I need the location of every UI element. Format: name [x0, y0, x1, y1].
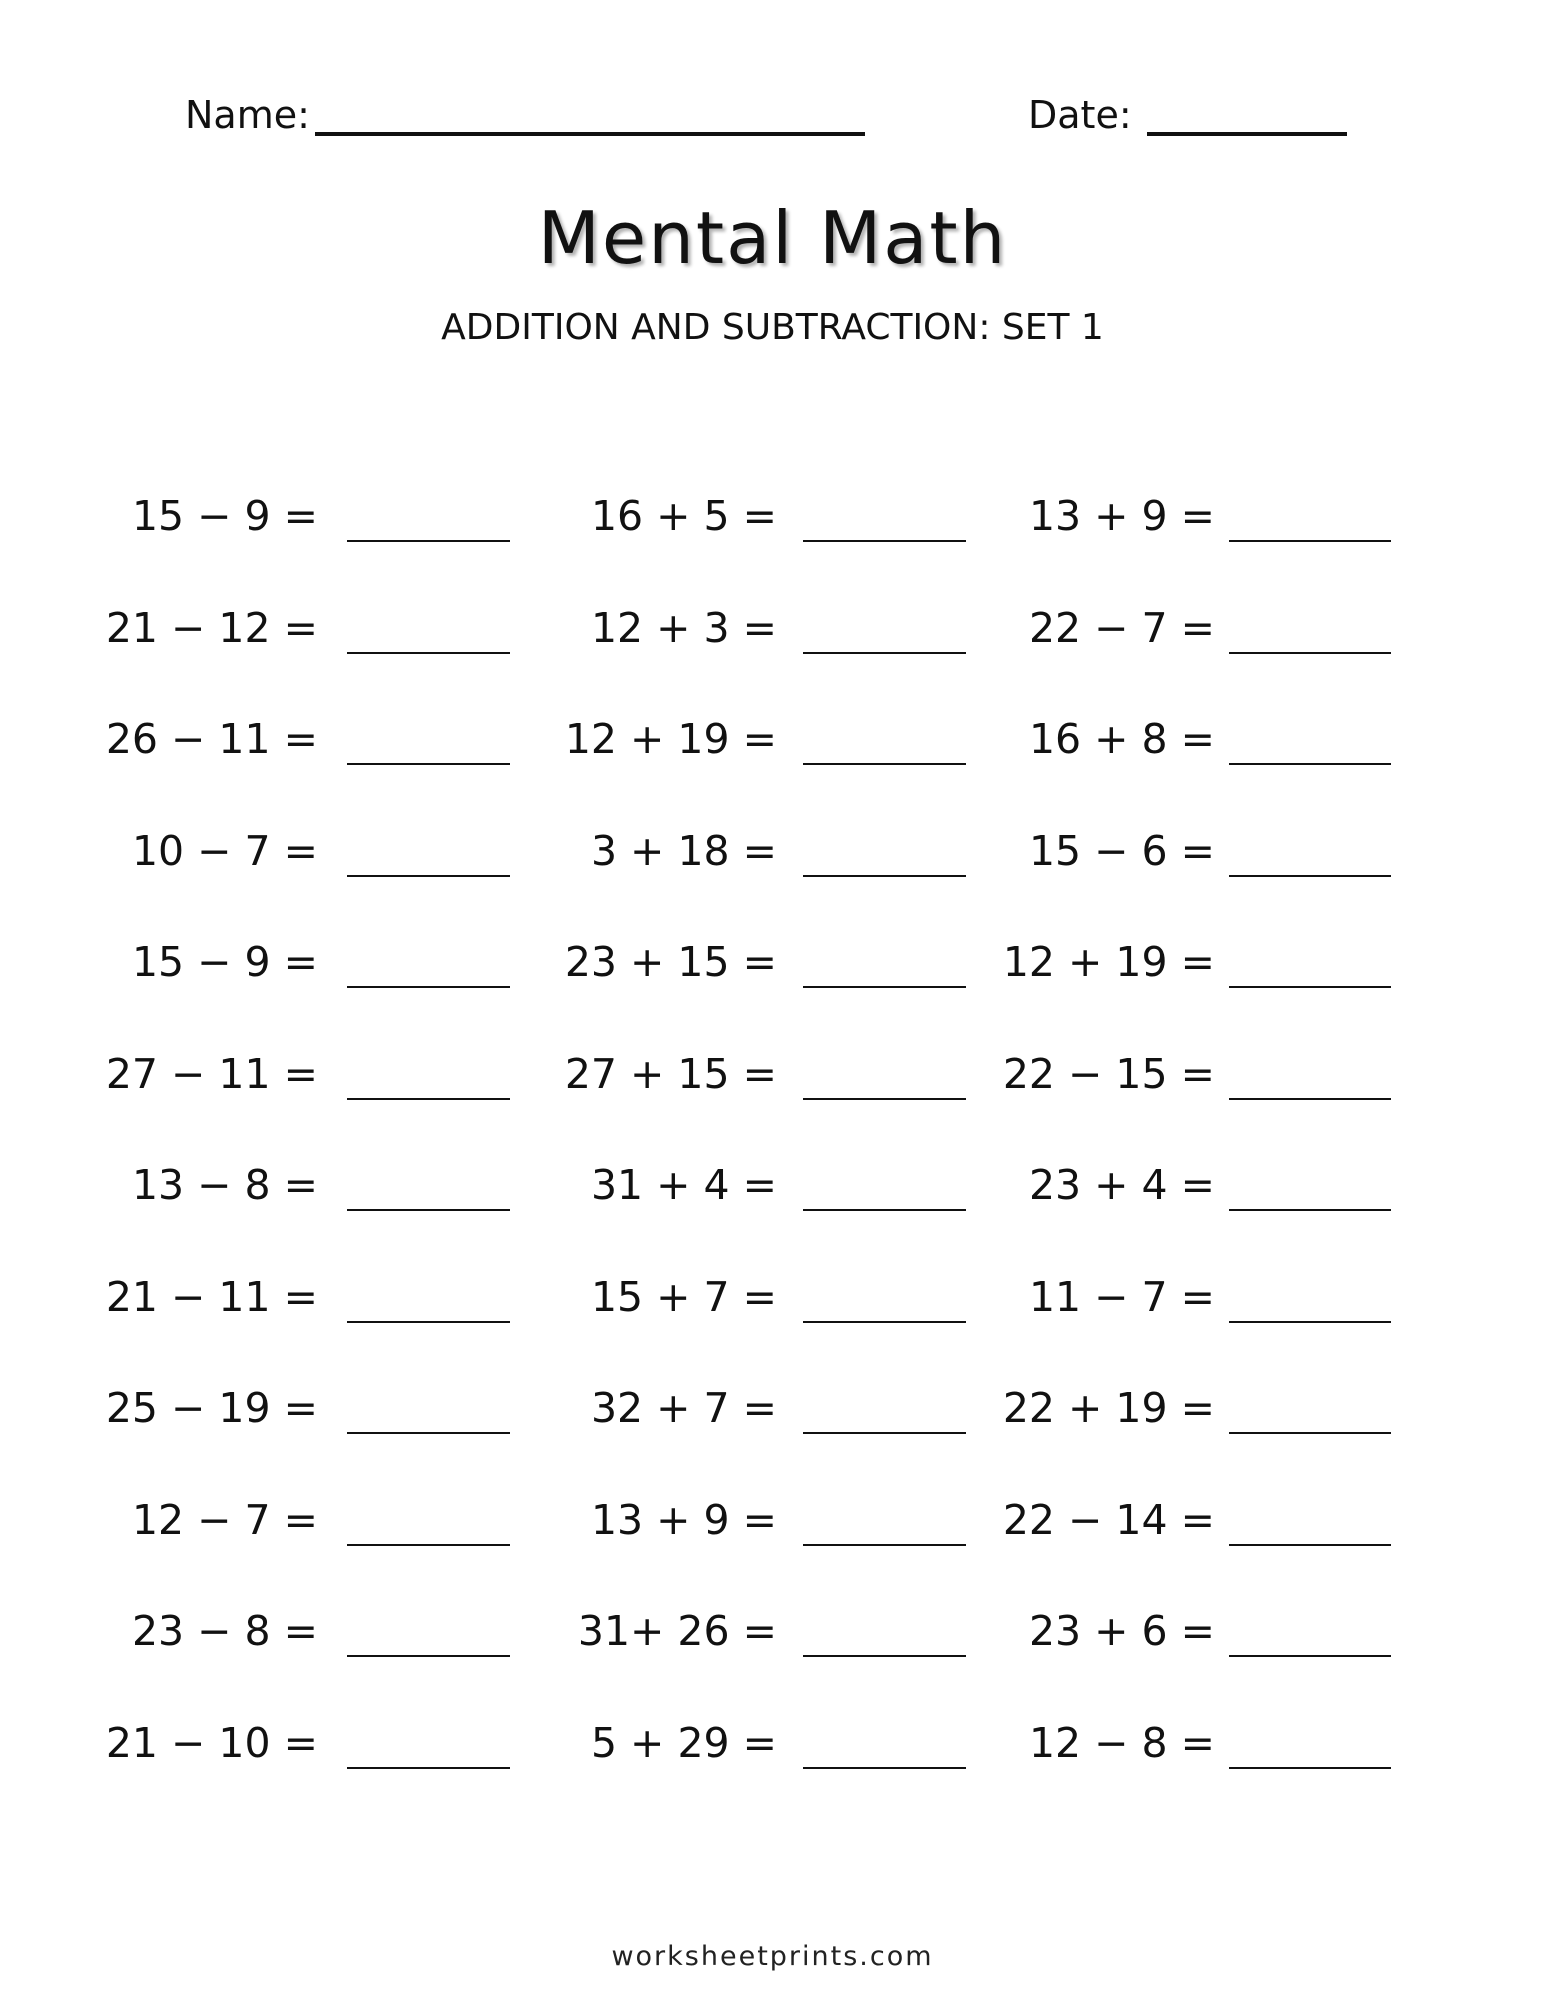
answer-blank[interactable] — [347, 875, 510, 877]
problem-expression: 21 − 12 = — [105, 604, 318, 652]
answer-blank[interactable] — [347, 1432, 510, 1434]
problem-expression: 23 − 8 = — [131, 1607, 318, 1655]
answer-blank[interactable] — [1229, 1655, 1391, 1657]
problem-row — [0, 1494, 1545, 1554]
answer-blank[interactable] — [803, 875, 966, 877]
answer-blank[interactable] — [1229, 1432, 1391, 1434]
answer-blank[interactable] — [347, 1544, 510, 1546]
problem-row — [0, 825, 1545, 885]
problem-expression: 22 − 14 = — [1002, 1496, 1215, 1544]
page-subtitle: ADDITION AND SUBTRACTION: SET 1 — [441, 307, 1104, 348]
problem-expression: 23 + 4 = — [1028, 1161, 1215, 1209]
problem-expression: 21 − 11 = — [105, 1273, 318, 1321]
answer-blank[interactable] — [803, 540, 966, 542]
problem-expression: 12 + 3 = — [590, 604, 777, 652]
answer-blank[interactable] — [803, 1209, 966, 1211]
problem-row — [0, 490, 1545, 550]
problem-expression: 22 + 19 = — [1002, 1384, 1215, 1432]
problem-expression: 13 − 8 = — [131, 1161, 318, 1209]
problem-expression: 21 − 10 = — [105, 1719, 318, 1767]
answer-blank[interactable] — [1229, 1544, 1391, 1546]
problem-row — [0, 936, 1545, 996]
answer-blank[interactable] — [803, 763, 966, 765]
problem-row — [0, 1271, 1545, 1331]
problem-expression: 25 − 19 = — [105, 1384, 318, 1432]
answer-blank[interactable] — [1229, 1098, 1391, 1100]
answer-blank[interactable] — [803, 1544, 966, 1546]
problem-expression: 27 + 15 = — [564, 1050, 777, 1098]
problem-row — [0, 602, 1545, 662]
answer-blank[interactable] — [347, 986, 510, 988]
problem-expression: 12 + 19 = — [1002, 938, 1215, 986]
problem-expression: 5 + 29 = — [590, 1719, 777, 1767]
problem-expression: 13 + 9 = — [590, 1496, 777, 1544]
problem-expression: 23 + 6 = — [1028, 1607, 1215, 1655]
problem-expression: 15 + 7 = — [590, 1273, 777, 1321]
problem-row — [0, 713, 1545, 773]
problem-expression: 11 − 7 = — [1028, 1273, 1215, 1321]
answer-blank[interactable] — [1229, 763, 1391, 765]
problem-row — [0, 1159, 1545, 1219]
problem-expression: 12 + 19 = — [564, 715, 777, 763]
answer-blank[interactable] — [803, 1655, 966, 1657]
problem-expression: 16 + 5 = — [590, 492, 777, 540]
problem-expression: 12 − 7 = — [131, 1496, 318, 1544]
answer-blank[interactable] — [347, 1098, 510, 1100]
problem-row — [0, 1605, 1545, 1665]
problem-expression: 15 − 9 = — [131, 492, 318, 540]
answer-blank[interactable] — [347, 1767, 510, 1769]
answer-blank[interactable] — [347, 1655, 510, 1657]
problem-expression: 32 + 7 = — [590, 1384, 777, 1432]
problem-row — [0, 1048, 1545, 1108]
answer-blank[interactable] — [803, 1098, 966, 1100]
answer-blank[interactable] — [803, 1767, 966, 1769]
problem-expression: 31 + 4 = — [590, 1161, 777, 1209]
answer-blank[interactable] — [1229, 875, 1391, 877]
problem-expression: 15 − 6 = — [1028, 827, 1215, 875]
answer-blank[interactable] — [803, 1432, 966, 1434]
problem-expression: 26 − 11 = — [105, 715, 318, 763]
problem-row — [0, 1382, 1545, 1442]
problem-expression: 23 + 15 = — [564, 938, 777, 986]
problem-expression: 3 + 18 = — [590, 827, 777, 875]
answer-blank[interactable] — [1229, 652, 1391, 654]
answer-blank[interactable] — [1229, 1767, 1391, 1769]
answer-blank[interactable] — [347, 763, 510, 765]
problem-expression: 13 + 9 = — [1028, 492, 1215, 540]
answer-blank[interactable] — [803, 1321, 966, 1323]
problem-expression: 22 − 15 = — [1002, 1050, 1215, 1098]
answer-blank[interactable] — [347, 1209, 510, 1211]
answer-blank[interactable] — [1229, 986, 1391, 988]
answer-blank[interactable] — [803, 986, 966, 988]
problem-expression: 31+ 26 = — [577, 1607, 777, 1655]
problem-row — [0, 1717, 1545, 1777]
page-title: Mental Math — [537, 196, 1008, 280]
problem-expression: 15 − 9 = — [131, 938, 318, 986]
problem-expression: 27 − 11 = — [105, 1050, 318, 1098]
date-answer-line[interactable] — [1147, 132, 1347, 136]
answer-blank[interactable] — [803, 652, 966, 654]
footer-source: worksheetprints.com — [611, 1941, 934, 1972]
problem-expression: 12 − 8 = — [1028, 1719, 1215, 1767]
answer-blank[interactable] — [347, 1321, 510, 1323]
problem-expression: 16 + 8 = — [1028, 715, 1215, 763]
answer-blank[interactable] — [347, 540, 510, 542]
name-answer-line[interactable] — [315, 132, 865, 136]
name-label: Name: — [185, 93, 310, 137]
answer-blank[interactable] — [1229, 1209, 1391, 1211]
answer-blank[interactable] — [1229, 540, 1391, 542]
answer-blank[interactable] — [1229, 1321, 1391, 1323]
problem-expression: 10 − 7 = — [131, 827, 318, 875]
problem-expression: 22 − 7 = — [1028, 604, 1215, 652]
date-label: Date: — [1028, 93, 1132, 137]
answer-blank[interactable] — [347, 652, 510, 654]
